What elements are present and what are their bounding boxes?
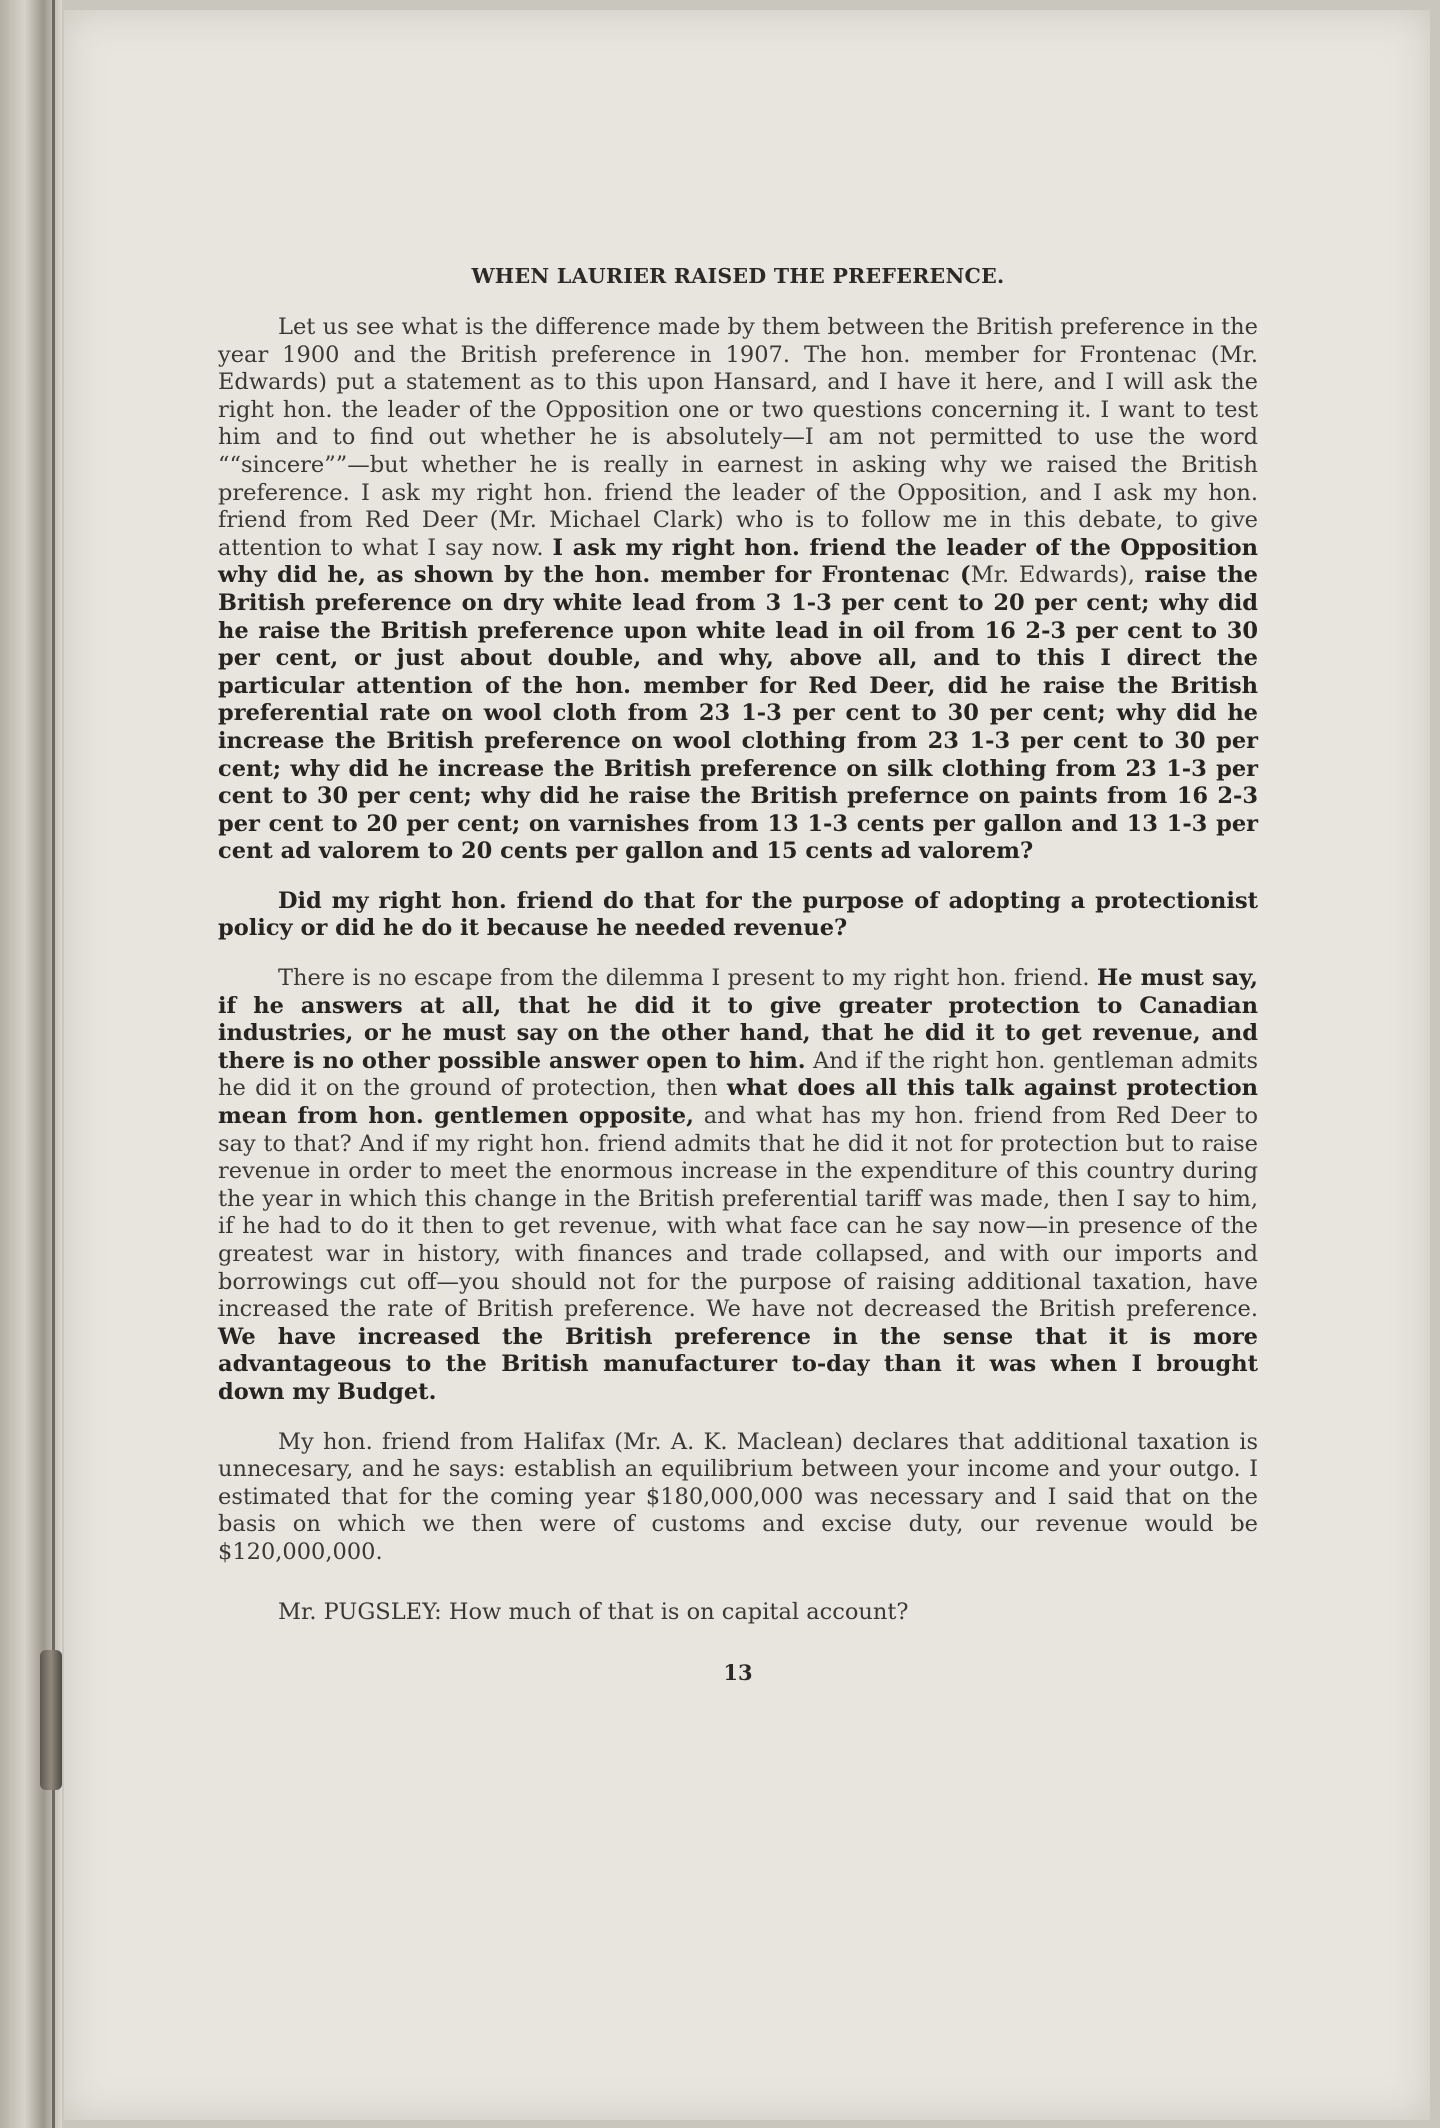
- text-segment: My hon. friend from Halifax (Mr. A. K. Maclean) declares that additional taxation is unnecesary, and he says: establish an equilibrium between your income and your outgo. I estimated that for the coming year $180,000,000 was necessary and I said that on the basis on which we then were of customs and excise duty, our revenue would be $120,000,000.: [218, 1428, 1258, 1565]
- text-segment: Mr. PUGSLEY: How much of that is on capital account?: [278, 1598, 909, 1625]
- bold-text-segment: what does all this talk against protection mean from hon. gentlemen opposite,: [218, 1075, 1258, 1130]
- bold-text-segment: He must say, if he answers at all, that he did it to give greater protection to Canadian industries, or he must say on the other hand, that he did it to get revenue, and there is no other possible answer open to him.: [218, 965, 1259, 1074]
- text-segment: Let us see what is the difference made by them between the British preference in the year 1900 and the British preference in 1907. The hon. member for Frontenac (Mr. Edwards) put a statement as to this upon Hansard, and I have it here, and I will ask the right hon. the leader of the Opposition one or two questions concerning it. I want to test him and to find out whether he is absolutely—I am not permitted to use the word ““sincere””—but whether he is really in earnest in asking why we raised the British preference. I ask my right hon. friend the leader of the Opposition, and I ask my hon. friend from Red Deer (Mr. Michael Clark) who is to follow me in this debate, to give attention to what I say now.: [218, 314, 1258, 561]
- paragraph: [218, 1599, 1258, 1627]
- paragraph: [218, 314, 1258, 866]
- text-segment: and what has my hon. friend from Red Deer to say to that? And if my right hon. friend admits that he did it not for protection but to raise revenue in order to meet the enormous increase in the expenditure of this country during the year in which this change in the British preferential tariff was made, then I say to him, if he had to do it then to get revenue, with what face can he say now—in presence of the greatest war in history, with finances and trade collapsed, and with our imports and borrowings cut off—you should not for the purpose of raising additional taxation, have increased the rate of British preference. We have not decreased the British preference.: [218, 1103, 1259, 1323]
- text-segment: There is no escape from the dilemma I present to my right hon. friend.: [278, 965, 1097, 992]
- binding-clip: [40, 1650, 62, 1790]
- bold-text-segment: We have increased the British preference in the sense that it is more advantageous to the British manufacturer to-day than it was when I brought down my Budget.: [218, 1323, 1258, 1405]
- body-text: [218, 314, 1258, 1626]
- bold-text-segment: raise the British preference on dry white lead from 3 1-3 per cent to 20 per cent; why did he raise the British preference upon white lead in oil from 16 2-3 per cent to 30 per cent, or just about double, and why, above all, and to this I direct the particular attention of the hon. member for Red Deer, did he raise the British preferential rate on wool cloth from 23 1-3 per cent to 30 per cent; why did he increase the British preference on wool clothing from 23 1-3 per cent to 30 per cent; why did he increase the British preference on silk clothing from 23 1-3 per cent to 30 per cent; why did he raise the British prefernce on paints from 16 2-3 per cent to 20 per cent; on varnishes from 13 1-3 cents per gallon and 13 1-3 per cent ad valorem to 20 cents per gallon and 15 cents ad valorem?: [218, 562, 1258, 865]
- document-page: [64, 10, 1430, 2120]
- bold-text-segment: Did my right hon. friend do that for the purpose of adopting a protectionist policy or did he do it because he needed revenue?: [218, 887, 1258, 942]
- page-number: 13: [723, 1660, 753, 1686]
- bold-text-segment: I ask my right hon. friend the leader of the Opposition why did he, as shown by the hon. member for Frontenac (: [218, 534, 1259, 589]
- paragraph: [218, 1429, 1258, 1567]
- text-segment: And if the right hon. gentleman admits he did it on the ground of protection, then: [218, 1047, 1258, 1102]
- page-content: [218, 264, 1258, 1685]
- binding-edge: [52, 0, 55, 2128]
- paragraph: [218, 888, 1258, 943]
- page-title: WHEN LAURIER RAISED THE PREFERENCE.: [471, 264, 1005, 288]
- text-segment: Mr. Edwards),: [970, 562, 1145, 589]
- paragraph: [218, 965, 1258, 1407]
